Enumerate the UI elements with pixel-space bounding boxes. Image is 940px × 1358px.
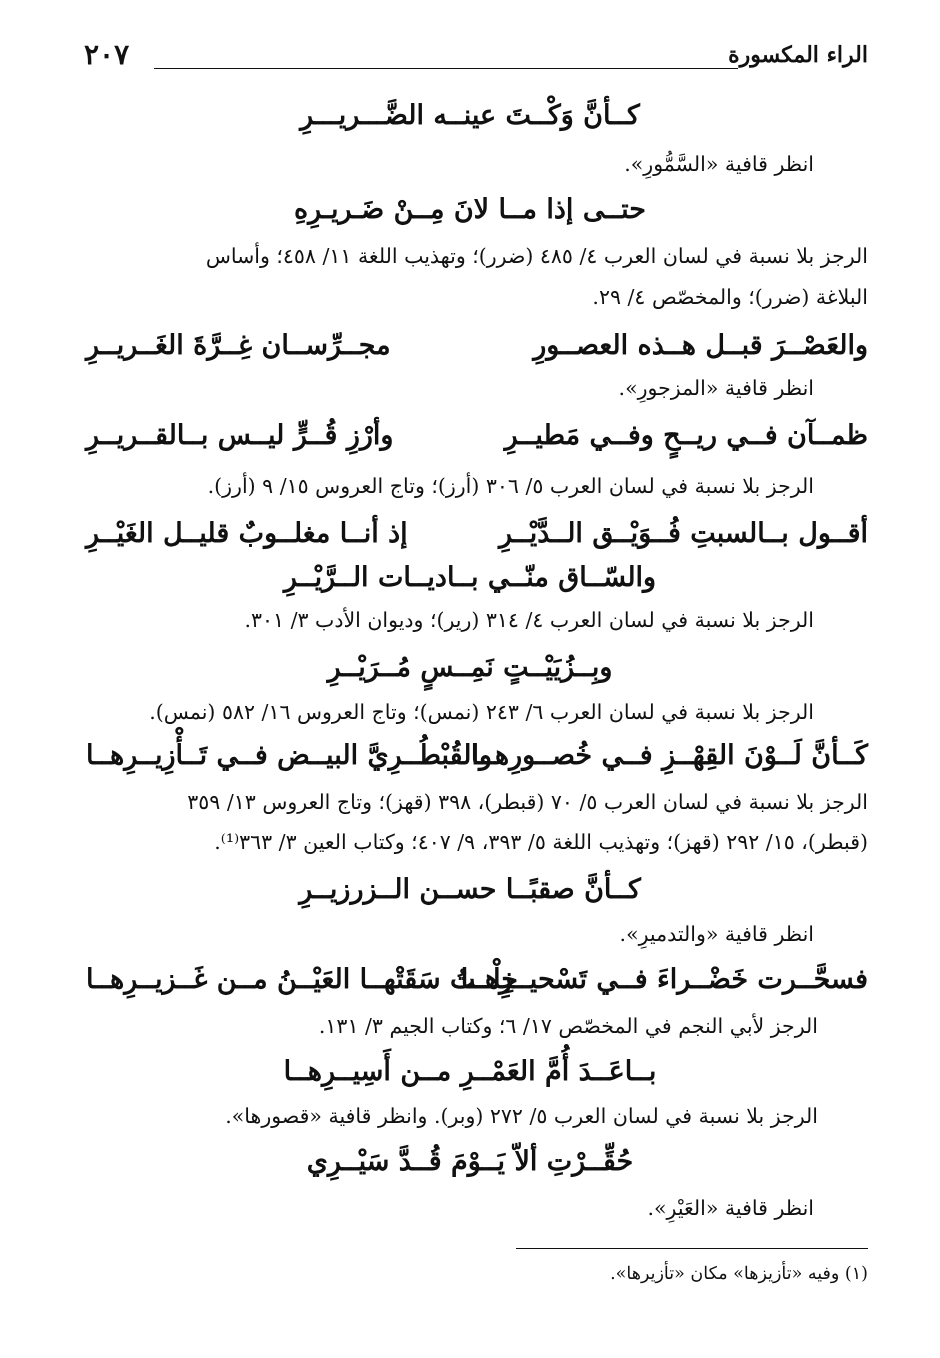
cross-reference: انظر قافية «المزجورِ». (618, 376, 814, 400)
verse-hemistich-left: وأرْزِ قُــرٍّ ليــس بــالقــريــرِ (86, 420, 394, 451)
verse-hemistich-right: فسحَّــرت خَضْــراءَ فــي تَسْحيــرِهــا (460, 964, 868, 995)
cross-reference: انظر قافية «والتدميرِ». (619, 922, 814, 946)
verse-line: والسّــاق منّــي بــاديــات الــرَّيْــرِ (283, 562, 657, 593)
verse-hemistich-right: كَــأنَّ لَــوْنَ القِهْــزِ فــي خُصــورِهــا (470, 740, 868, 771)
verse-hemistich-right: والعَصْــرَ قبــل هــذه العصــورِ (533, 330, 868, 361)
citation-text: الرجز بلا نسبة في لسان العرب ٤/ ٣١٤ (رير)؛ وديوان الأدب ٣/ ٣٠١. (244, 608, 814, 632)
verse-line: كــأنَّ وَكْــتَ عينــه الضَّـــريـــرِ (300, 100, 640, 131)
citation-text: الرجز لأبي النجم في المخصّص ١٧/ ٦؛ وكتاب الجيم ٣/ ١٣١. (318, 1014, 818, 1038)
citation-text: الرجز بلا نسبة في لسان العرب ٥/ ٣٠٦ (أرز)؛ وتاج العروس ١٥/ ٩ (أرز). (207, 474, 814, 498)
citation-text: الرجز بلا نسبة في لسان العرب ٥/ ٧٠ (قبطر)، ٣٩٨ (قهز)؛ وتاج العروس ١٣/ ٣٥٩ (187, 790, 868, 814)
citation-text: الرجز بلا نسبة في لسان العرب ٦/ ٢٤٣ (نمس)؛ وتاج العروس ١٦/ ٥٨٢ (نمس). (149, 700, 814, 724)
citation-text: (قبطر)، ١٥/ ٢٩٢ (قهز)؛ وتهذيب اللغة ٥/ ٣٩٣، ٩/ ٤٠٧؛ وكتاب العين ٣/ ٣٦٣⁽¹⁾. (214, 830, 868, 854)
verse-hemistich-left: والقُبْطُــرِيَّ البيــض فــي تَــأْزِيــرِهــا (86, 740, 493, 771)
footnote: (١) وفيه «تأزيزها» مكان «تأزيرها». (610, 1264, 868, 1284)
footnote-divider (516, 1248, 868, 1249)
citation-text: البلاغة (ضرر)؛ والمخصّص ٤/ ٢٩. (592, 285, 868, 309)
verse-line: وبِــزُيَيْــتٍ نَمِــسٍ مُــرَيْــرِ (327, 652, 613, 683)
verse-hemistich-left: مجــرِّســان غِــرَّةَ الغَــريــرِ (86, 330, 391, 361)
cross-reference: انظر قافية «السَّمُّورِ». (624, 152, 814, 176)
verse-hemistich-left: خِلْــتُ سَقَتْهــا العَيْــنُ مــن غَــزيــرِهــا (86, 964, 518, 995)
verse-line: حُقِّــرْتِ ألاّ يَــوْمَ قُــدَّ سَيْــرِي (306, 1146, 634, 1177)
verse-hemistich-left: إذ أنــا مغلــوبٌ قليــل الغَيْــرِ (86, 518, 408, 549)
page-number: ٢٠٧ (84, 38, 130, 71)
verse-line: كــأنَّ صقبًــا حســن الــزرزيــرِ (299, 874, 641, 905)
citation-text: الرجز بلا نسبة في لسان العرب ٤/ ٤٨٥ (ضرر)؛ وتهذيب اللغة ١١/ ٤٥٨؛ وأساس (205, 244, 868, 268)
header-rule (154, 68, 738, 69)
verse-hemistich-right: أقــول بــالسبتِ فُــوَيْــق الــدَّيْــرِ (498, 518, 868, 549)
verse-hemistich-right: ظمــآن فــي ريــحٍ وفــي مَطيــرِ (504, 420, 868, 451)
verse-line: حتــى إذا مــا لانَ مِــنْ ضَـريـرِهِ (294, 194, 646, 225)
citation-text: الرجز بلا نسبة في لسان العرب ٥/ ٢٧٢ (وبر). وانظر قافية «قصورها». (225, 1104, 818, 1128)
page-header (84, 38, 868, 78)
verse-line: بــاعَــدَ أُمَّ العَمْــرِ مــن أَسِيــرِهــا (283, 1056, 657, 1087)
cross-reference: انظر قافية «العَيْرِ». (647, 1196, 814, 1220)
running-title: الراء المكسورة (728, 42, 868, 68)
